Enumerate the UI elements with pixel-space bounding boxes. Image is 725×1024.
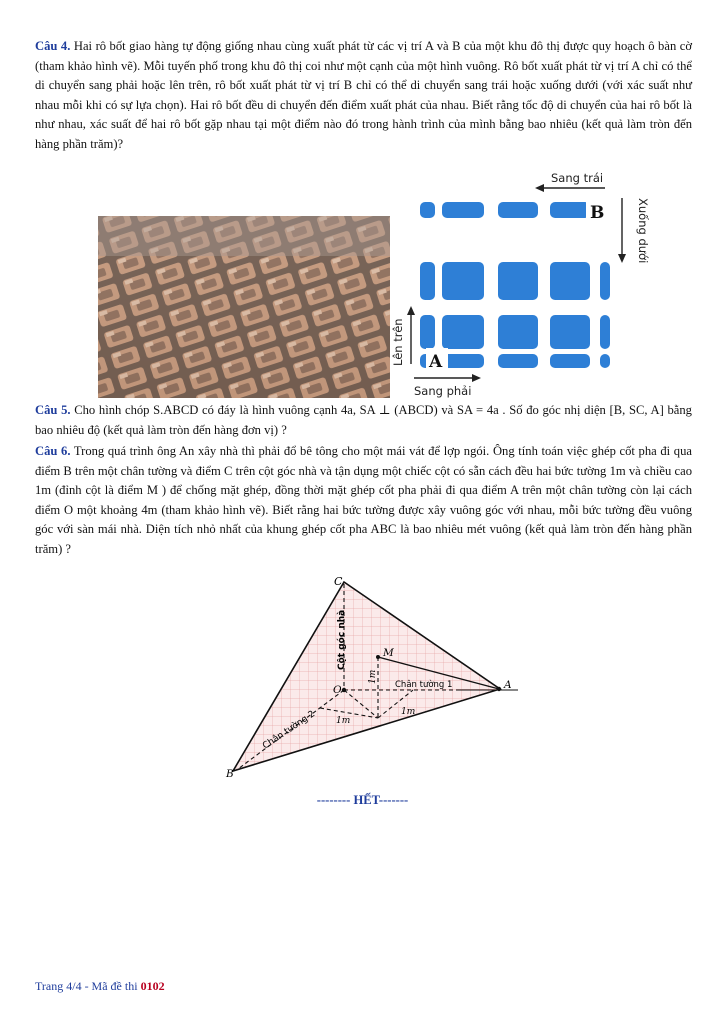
- city-block: [550, 202, 590, 218]
- label-right: Sang phải: [414, 384, 472, 398]
- question-5-text: Cho hình chóp S.ABCD có đáy là hình vuông cạnh 4a, SA ⊥ (ABCD) và SA = 4a . Số đo góc nhị diện [B, SC, A] bằng bao nhiêu độ (kết quả làm tròn đến hàng đơn vị) ?: [35, 403, 692, 437]
- label-b: B: [226, 768, 234, 780]
- question-5-label: Câu 5.: [35, 403, 71, 417]
- grid-svg: [390, 166, 650, 402]
- city-block: [420, 202, 435, 218]
- footer-exam-code: 0102: [140, 979, 165, 993]
- city-blocks: [420, 202, 610, 368]
- formwork-svg: [218, 572, 528, 784]
- page-footer: [35, 979, 165, 994]
- city-block: [600, 315, 610, 349]
- question-6-label: Câu 6.: [35, 444, 71, 458]
- city-block: [600, 354, 610, 368]
- label-up: Lên trên: [391, 318, 405, 366]
- city-block: [442, 262, 484, 300]
- formwork-figure: [218, 572, 528, 784]
- aerial-city-image: [98, 216, 390, 398]
- city-block: [498, 315, 538, 349]
- city-block: [550, 315, 590, 349]
- footer-page: Trang 4/4 - Mã đề thi: [35, 979, 141, 993]
- city-block: [420, 315, 435, 349]
- label-c: C: [334, 575, 343, 588]
- label-wall-1: Chân tường 1: [395, 680, 453, 690]
- label-wall-2: Chân tường 2: [261, 709, 318, 752]
- question-6-text: Trong quá trình ông An xây nhà thì phải đổ bê tông cho một mái vát để lợp ngói. Ông tính toán việc ghép cốt pha đi qua điểm B trên một chân tường và điểm C trên cột góc nhà và tận dụng một chiếc cột có sẵn cách đều hai bức tường 1m và chiều cao 1m (đỉnh cột là điểm M ) để chống mặt ghép, đồng thời mặt ghép cốt pha phải đi qua điểm A trên một chân tường còn lại cách điểm O một khoảng 4m (tham khảo hình vẽ). Biết rằng hai bức tường được xây vuông góc với nhau, mỗi bức tường đều vuông góc với sàn mái nhà. Diện tích nhỏ nhất của khung ghép cốt pha ABC là bao nhiêu mét vuông (kết quả làm tròn đến hàng phần trăm) ?: [35, 444, 692, 556]
- aerial-city-photo: [98, 216, 390, 398]
- label-a: A: [504, 679, 512, 691]
- city-block: [442, 202, 484, 218]
- question-4-label: Câu 4.: [35, 39, 71, 53]
- label-column: Cột góc nhà: [337, 609, 347, 670]
- end-marker: -------- HẾT-------: [316, 793, 409, 807]
- label-1m-wall2: 1m: [336, 716, 351, 726]
- question-6: [35, 442, 692, 560]
- label-1m-height: 1m: [368, 669, 378, 684]
- city-block: [498, 262, 538, 300]
- city-block: [550, 354, 590, 368]
- label-m: M: [383, 647, 394, 659]
- label-o: O: [333, 684, 342, 696]
- city-block: [442, 315, 484, 349]
- city-block: [498, 354, 538, 368]
- label-down: Xuống dưới: [636, 198, 650, 264]
- city-block: [498, 202, 538, 218]
- city-block: [442, 354, 484, 368]
- city-block: [600, 262, 610, 300]
- label-1m-wall1: 1m: [401, 707, 416, 717]
- point-a-label: A: [429, 352, 443, 372]
- city-block: [420, 262, 435, 300]
- city-block: [550, 262, 590, 300]
- question-4-text: Hai rô bốt giao hàng tự động giống nhau cùng xuất phát từ các vị trí A và B của một khu đô thị được quy hoạch ô bàn cờ (tham khảo hình vẽ). Mỗi tuyến phố trong khu đô thị coi như một cạnh của một hình vuông. Rô bốt xuất phát từ vị trí A chỉ có thể di chuyển sang phải hoặc lên trên, rô bốt xuất phát từ vị trí B chỉ có thể di chuyển sang trái hoặc xuống dưới (với xác suất như nhau mỗi khi có sự lựa chọn). Hai rô bốt đều di chuyển đến điểm xuất phát của nhau. Biết rằng tốc độ di chuyển của hai rô bốt là như nhau, xác suất để hai rô bốt gặp nhau tại một điểm nào đó trong hành trình của mình bằng bao nhiêu (kết quả làm tròn đến hàng phần trăm)?: [35, 39, 692, 151]
- question-4: [35, 37, 692, 155]
- grid-diagram: [390, 166, 650, 402]
- question-5: [35, 401, 692, 440]
- point-b-label: B: [590, 203, 605, 223]
- label-left: Sang trái: [551, 171, 604, 185]
